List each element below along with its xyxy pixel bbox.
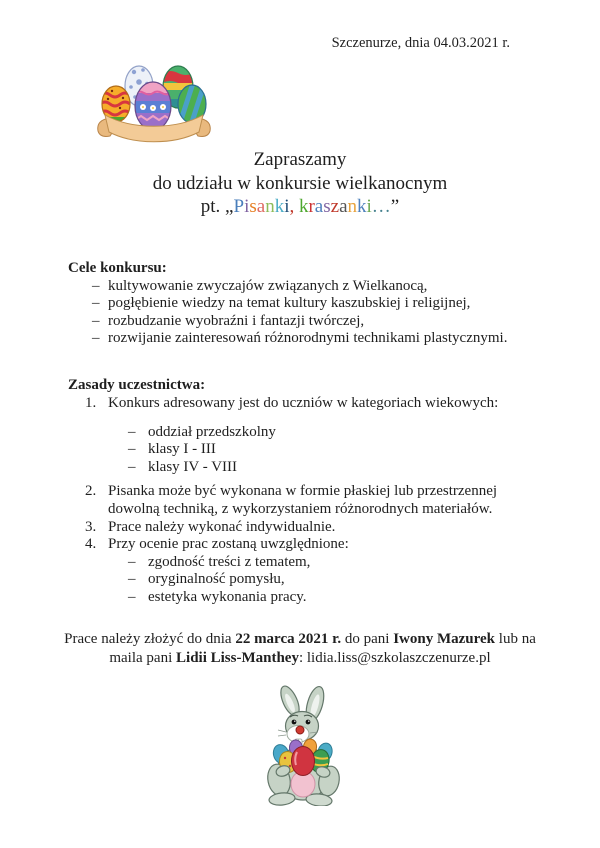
bullet-dash: – — [128, 423, 136, 440]
goal-text: rozbudzanie wyobraźni i fantazji twórczej, — [108, 312, 365, 329]
invitation-title — [0, 148, 600, 219]
bullet-dash: – — [92, 295, 100, 312]
bullet-dash: – — [128, 571, 136, 588]
goals-heading: Cele konkursu: — [68, 260, 167, 276]
age-group-text: oddział przedszkolny — [148, 423, 276, 440]
easter-bunny-illustration — [252, 684, 356, 806]
section-goals — [68, 260, 520, 348]
title-line-3-suffix: ” — [390, 196, 400, 217]
rule-text: Pisanka może być wykonana w formie płaskiej lub przestrzennej dowolną techniką, z wykorzystaniem różnorodnych materiałów. — [108, 483, 498, 518]
title-line-2: do udziału w konkursie wielkanocnym — [152, 172, 448, 194]
note-text: lub na — [495, 631, 536, 647]
rules-heading: Zasady uczestnictwa: — [68, 377, 206, 393]
deadline-date: 22 marca 2021 r. — [235, 631, 342, 647]
goal-item — [68, 295, 520, 313]
goal-item — [68, 313, 520, 331]
criteria-item — [68, 589, 520, 607]
rule-item — [68, 536, 520, 554]
goal-text: kultywowanie zwyczajów związanych z Wielkanocą, — [108, 277, 428, 294]
rule-item — [68, 483, 520, 518]
bullet-dash: – — [92, 277, 100, 294]
criteria-text: zgodność treści z tematem, — [148, 553, 311, 570]
date-line: Szczenurze, dnia 04.03.2021 r. — [331, 35, 510, 51]
title-line-3-prefix: pt. „ — [200, 196, 234, 217]
easter-eggs-illustration — [92, 56, 216, 144]
criteria-item — [68, 571, 520, 589]
submission-note — [40, 630, 560, 667]
bullet-dash: – — [128, 553, 136, 570]
age-group-item — [68, 459, 520, 477]
goal-text: rozwijanie zainteresowań różnorodnymi technikami plastycznymi. — [108, 330, 508, 347]
goal-item — [68, 278, 520, 296]
title-line-3 — [0, 195, 600, 219]
goal-item — [68, 330, 520, 348]
criteria-text: estetyka wykonania pracy. — [148, 589, 307, 606]
age-groups-list — [68, 424, 520, 477]
bullet-dash: – — [128, 589, 136, 606]
rule-text: Przy ocenie prac zostaną uwzględnione: — [108, 536, 349, 553]
rule-text: Prace należy wykonać indywidualnie. — [108, 518, 336, 535]
note-text: Prace należy złożyć do dnia — [64, 631, 236, 647]
contact-name-2: Lidii Liss-Manthey — [176, 649, 299, 666]
criteria-list — [68, 554, 520, 607]
title-line-1: Zapraszamy — [253, 149, 347, 170]
bullet-dash: – — [92, 312, 100, 329]
age-group-text: klasy I - III — [148, 441, 216, 458]
note-text: do pani — [341, 631, 394, 647]
age-group-item — [68, 424, 520, 442]
rule-number: 3. — [85, 518, 97, 535]
title-colored-word: Pisanki, kraszanki… — [233, 196, 391, 217]
bullet-dash: – — [128, 441, 136, 458]
bullet-dash: – — [128, 458, 136, 475]
rule-number: 2. — [85, 483, 97, 500]
note-text: maila pani — [109, 649, 177, 666]
age-group-text: klasy IV - VIII — [148, 458, 238, 475]
age-group-item — [68, 441, 520, 459]
section-rules — [68, 377, 520, 607]
rule-item — [68, 519, 520, 537]
rule-number: 4. — [85, 536, 97, 553]
goal-text: pogłębienie wiedzy na temat kultury kaszubskiej i religijnej, — [108, 295, 471, 312]
criteria-text: oryginalność pomysłu, — [148, 571, 285, 588]
rule-item — [68, 395, 520, 413]
contact-email: : lidia.liss@szkolaszczenurze.pl — [298, 649, 491, 666]
bullet-dash: – — [92, 330, 100, 347]
rule-text: Konkurs adresowany jest do uczniów w kategoriach wiekowych: — [108, 394, 499, 411]
contact-name-1: Iwony Mazurek — [393, 631, 496, 647]
rule-number: 1. — [85, 394, 97, 411]
criteria-item — [68, 554, 520, 572]
